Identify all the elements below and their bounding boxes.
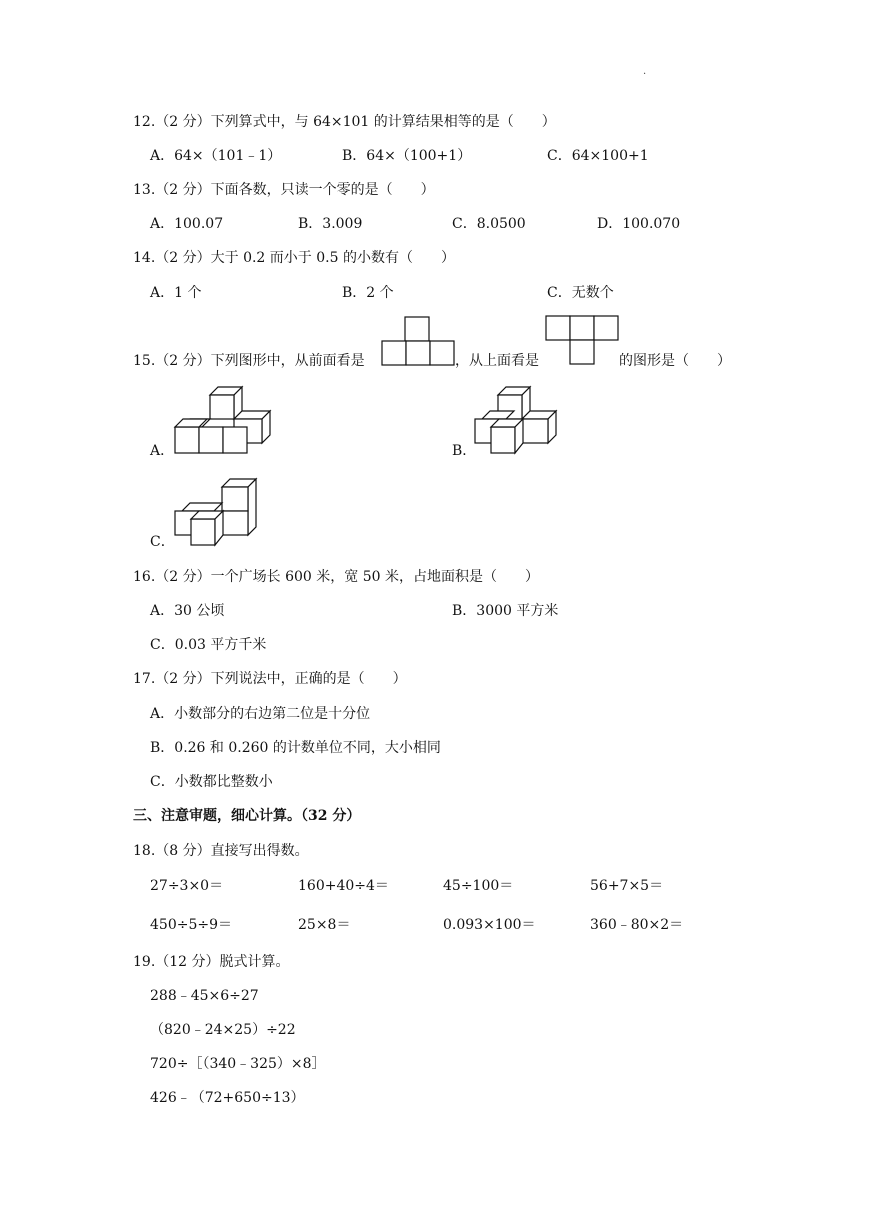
q18-item: 160+40÷4＝ xyxy=(298,878,389,894)
q15-option-b-label: B． xyxy=(452,443,477,459)
q19-item: 720÷［（340﹣325）×8］ xyxy=(150,1056,326,1072)
question-15-stem-part1: 15.（2 分）下列图形中，从前面看是 xyxy=(133,353,365,369)
question-17-stem: 17.（2 分）下列说法中，正确的是（ ） xyxy=(133,671,407,687)
q15-option-c-label: C． xyxy=(150,534,175,550)
q14-option-b: B．2 个 xyxy=(342,285,394,301)
question-12-stem: 12.（2 分）下列算式中，与 64×101 的计算结果相等的是（ ） xyxy=(133,114,556,130)
question-13-stem: 13.（2 分）下面各数，只读一个零的是（ ） xyxy=(133,182,435,198)
q14-option-a: A．1 个 xyxy=(150,285,202,301)
option-a-cube-figure xyxy=(174,386,272,458)
q17-option-b: B．0.26 和 0.260 的计数单位不同，大小相同 xyxy=(150,740,441,756)
q19-item: 426﹣（72+650÷13） xyxy=(150,1090,305,1106)
q16-option-a: A．30 公顷 xyxy=(150,603,225,619)
q14-option-c: C．无数个 xyxy=(547,285,614,301)
q13-option-b: B．3.009 xyxy=(298,216,363,232)
q15-option-a-label: A． xyxy=(150,443,175,459)
header-mark: . xyxy=(643,66,647,77)
q18-item: 45÷100＝ xyxy=(443,878,514,894)
question-15-stem-part2: ，从上面看是 xyxy=(455,353,539,369)
q16-option-c: C．0.03 平方千米 xyxy=(150,637,267,653)
q13-option-d: D．100.070 xyxy=(597,216,681,232)
front-view-figure xyxy=(381,316,455,368)
q13-option-c: C．8.0500 xyxy=(452,216,526,232)
question-19-stem: 19.（12 分）脱式计算。 xyxy=(133,954,290,970)
q19-item: （820﹣24×25）÷22 xyxy=(150,1022,296,1038)
question-14-stem: 14.（2 分）大于 0.2 而小于 0.5 的小数有（ ） xyxy=(133,250,455,266)
q17-option-a: A．小数部分的右边第二位是十分位 xyxy=(150,706,371,722)
q17-option-c: C．小数都比整数小 xyxy=(150,774,273,790)
q12-option-b: B．64×（100+1） xyxy=(342,148,472,164)
section-3-heading: 三、注意审题，细心计算。（32 分） xyxy=(133,808,361,824)
option-b-cube-figure xyxy=(474,386,560,458)
q19-item: 288﹣45×6÷27 xyxy=(150,988,259,1004)
q18-item: 360﹣80×2＝ xyxy=(590,917,684,933)
q16-option-b: B．3000 平方米 xyxy=(452,603,559,619)
top-view-figure xyxy=(545,315,619,367)
q18-item: 27÷3×0＝ xyxy=(150,878,224,894)
q18-item: 56+7×5＝ xyxy=(590,878,664,894)
option-c-cube-figure xyxy=(174,478,260,550)
question-15-stem-part3: 的图形是（ ） xyxy=(619,353,731,369)
question-16-stem: 16.（2 分）一个广场长 600 米，宽 50 米，占地面积是（ ） xyxy=(133,569,539,585)
q12-option-c: C．64×100+1 xyxy=(547,148,649,164)
q12-option-a: A．64×（101﹣1） xyxy=(150,148,282,164)
q18-item: 450÷5÷9＝ xyxy=(150,917,232,933)
question-18-stem: 18.（8 分）直接写出得数。 xyxy=(133,843,309,859)
q18-item: 0.093×100＝ xyxy=(443,917,536,933)
q18-item: 25×8＝ xyxy=(298,917,351,933)
q13-option-a: A．100.07 xyxy=(150,216,224,232)
